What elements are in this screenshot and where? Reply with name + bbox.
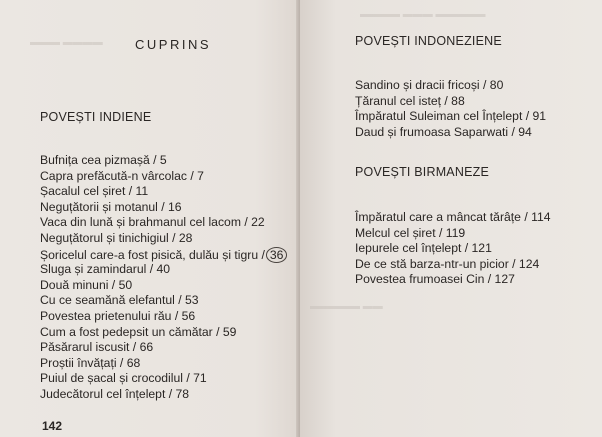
right-page — [300, 0, 602, 437]
toc-entry-text: Șoricelul care-a fost pisică, dulău și tigru / — [40, 247, 265, 262]
toc-entry: Țăranul cel isteț / 88 — [355, 93, 465, 108]
toc-entry: Povestea frumoasei Cin / 127 — [355, 272, 515, 287]
toc-entry: Melcul cel șiret / 119 — [355, 225, 466, 240]
section-heading-indonesian: POVEȘTI INDONEZIENE — [355, 34, 502, 48]
circled-page-number: 36 — [266, 247, 288, 263]
toc-entry: Neguțătorul și tinichigiul / 28 — [40, 230, 193, 245]
bleed-through-text: ▬▬▬ ▬▬▬▬ — [30, 37, 103, 48]
toc-entry: Neguțătorii și motanul / 16 — [40, 199, 182, 214]
left-page — [0, 0, 300, 437]
toc-entry: Capra prefăcută-n vârcolac / 7 — [40, 168, 204, 183]
toc-entry: Daud și frumoasa Saparwati / 94 — [355, 124, 532, 139]
toc-entry: Împăratul Suleiman cel Înțelept / 91 — [355, 109, 547, 124]
toc-entry: Sluga și zamindarul / 40 — [40, 262, 171, 277]
toc-entry — [40, 247, 287, 263]
toc-entry: Păsărarul iscusit / 66 — [40, 340, 154, 355]
bleed-through-text: ▬▬▬▬ ▬▬▬ ▬▬▬▬▬ — [360, 9, 486, 20]
toc-entry: Povestea prietenului rău / 56 — [40, 308, 196, 323]
toc-entry: Bufnița cea pizmașă / 5 — [40, 153, 167, 167]
toc-entry: Sandino și dracii fricoși / 80 — [355, 78, 504, 92]
toc-entry: Cum a fost pedepsit un cămătar / 59 — [40, 324, 237, 339]
toc-entry: Șacalul cel șiret / 11 — [40, 184, 149, 199]
toc-entry: Puiul de șacal și crocodilul / 71 — [40, 371, 207, 386]
toc-entry: De ce stă barza-ntr-un picior / 124 — [355, 256, 540, 271]
toc-entry: Judecătorul cel înțelept / 78 — [40, 386, 190, 401]
section-heading-indian: POVEȘTI INDIENE — [40, 110, 152, 124]
toc-list-burmese — [355, 210, 551, 288]
toc-entry: Împăratul care a mâncat tărâțe / 114 — [355, 210, 551, 224]
bleed-through-text: ▬▬▬▬▬ ▬▬ — [310, 301, 383, 312]
toc-list-indian — [40, 153, 287, 403]
toc-entry: Cu ce seamănă elefantul / 53 — [40, 293, 199, 308]
page-number: 142 — [42, 419, 63, 433]
section-heading-burmese: POVEȘTI BIRMANEZE — [355, 165, 489, 179]
toc-entry: Vaca din lună și brahmanul cel lacom / 22 — [40, 215, 265, 230]
toc-entry: Proștii învățați / 68 — [40, 355, 141, 370]
contents-title: CUPRINS — [135, 37, 212, 52]
toc-entry: Două minuni / 50 — [40, 277, 133, 292]
toc-list-indonesian — [355, 78, 546, 140]
toc-entry: Iepurele cel înțelept / 121 — [355, 241, 492, 256]
